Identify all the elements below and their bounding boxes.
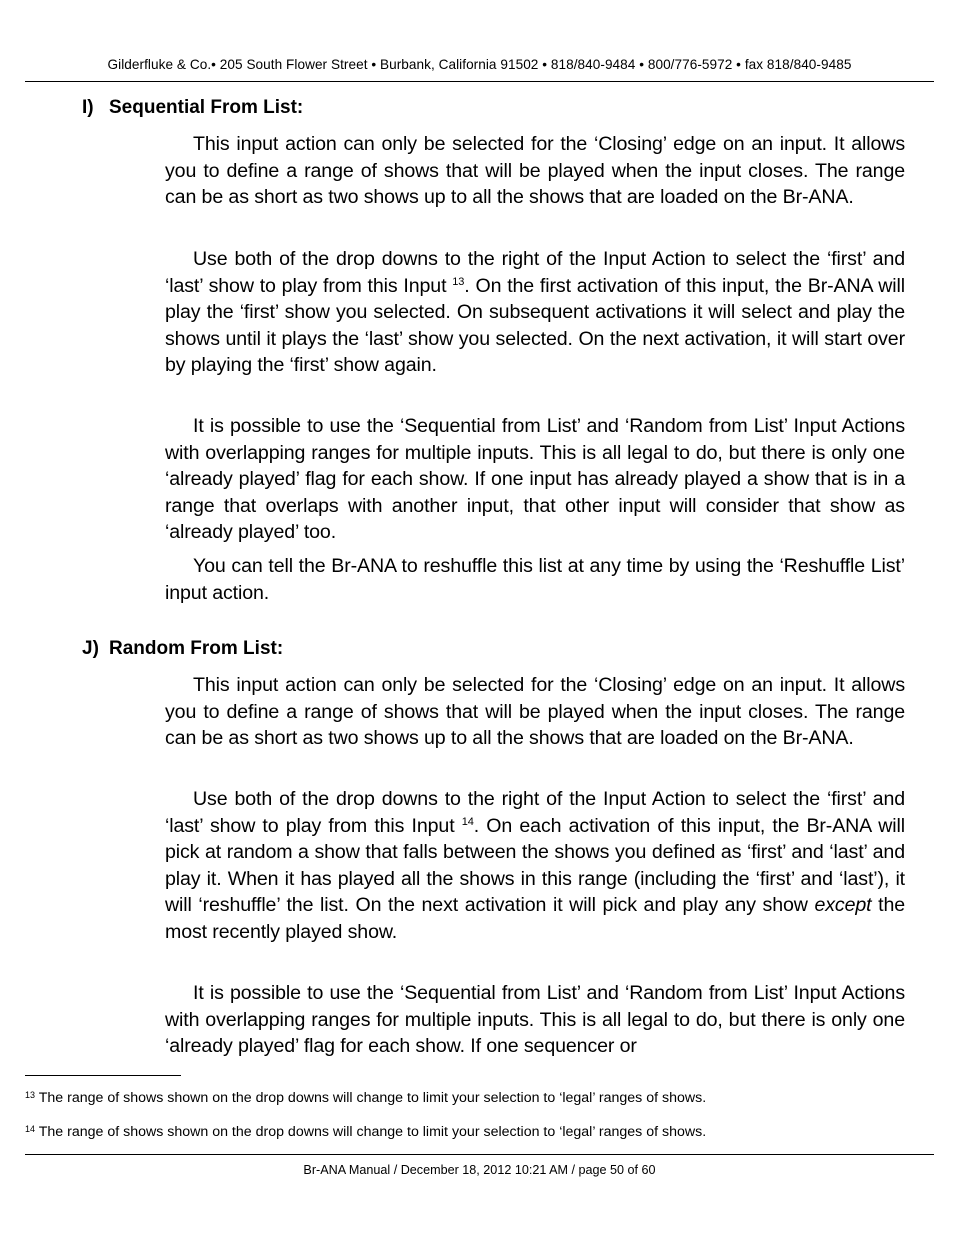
section-letter: J) — [82, 638, 99, 659]
section-heading-sequential — [82, 96, 303, 120]
paragraph: It is possible to use the ‘Sequential from List’ and ‘Random from List’ Input Actions with overlapping ranges for multiple inputs. This is all legal to do, but there is only one ‘already played’ flag for each show. If one input has already played a show that is in a range that overlaps with another input, that other input will consider that show as ‘already played’ too. — [165, 415, 905, 544]
paragraph: It is possible to use the ‘Sequential from List’ and ‘Random from List’ Input Actions with overlapping ranges for multiple inputs. This is all legal to do, but there is only one ‘already played’ flag for each show. If one sequencer or — [165, 982, 905, 1058]
footnote: $^{14}$ The range of shows shown on the drop downs will change to limit your selection to ‘legal’ ranges of shows. — [25, 1124, 707, 1140]
header-rule — [25, 81, 934, 82]
paragraph: Use both of the drop downs to the right of the Input Action to select the ‘first’ and ‘last’ show to play from this Input $^{14}$. On each activation of this input, the Br-ANA will pick at random a show that falls between the shows you defined as ‘first’ and ‘last’ and play it. When it has played all the shows in this range (including the ‘first’ and ‘last’), it will ‘reshuffle’ the list. On the next activation it will pick and play any show except the most recently played show. — [165, 788, 905, 943]
footnote-rule — [25, 1075, 181, 1076]
section-title: Random From List: — [109, 638, 284, 659]
paragraph: This input action can only be selected for the ‘Closing’ edge on an input. It allows you to define a range of shows that will be played when the input closes. The range can be as short as two shows up to all the shows that are loaded on the Br-ANA. — [165, 674, 905, 750]
footnote: $^{13}$ The range of shows shown on the drop downs will change to limit your selection to ‘legal’ ranges of shows. — [25, 1090, 707, 1106]
footnote-ref[interactable]: 14 — [461, 815, 474, 828]
footnote-ref[interactable]: 13 — [452, 275, 465, 288]
section-letter: I) — [82, 97, 94, 118]
paragraph: Use both of the drop downs to the right of the Input Action to select the ‘first’ and ‘last’ show to play from this Input $^{13}$. On the first activation of this input, the Br-ANA will play the ‘first’ show you selected. On subsequent activations it will select and play the shows until it plays the ‘last’ show you selected. On the next activation, it will start over by playing the ‘first’ show again. — [165, 248, 905, 377]
section-heading-random — [82, 637, 283, 661]
footer-rule — [25, 1154, 934, 1155]
section-title: Sequential From List: — [109, 97, 304, 118]
paragraph: You can tell the Br-ANA to reshuffle this list at any time by using the ‘Reshuffle List’ input action. — [165, 555, 905, 604]
page-header: Gilderfluke & Co.• 205 South Flower Street • Burbank, California 91502 • 818/840-9484 • 800/776-5972 • fax 818/840-9485 — [107, 57, 852, 72]
page-footer: Br-ANA Manual / December 18, 2012 10:21 AM / page 50 of 60 — [303, 1163, 656, 1177]
paragraph: This input action can only be selected for the ‘Closing’ edge on an input. It allows you to define a range of shows that will be played when the input closes. The range can be as short as two shows up to all the shows that are loaded on the Br-ANA. — [165, 133, 905, 209]
